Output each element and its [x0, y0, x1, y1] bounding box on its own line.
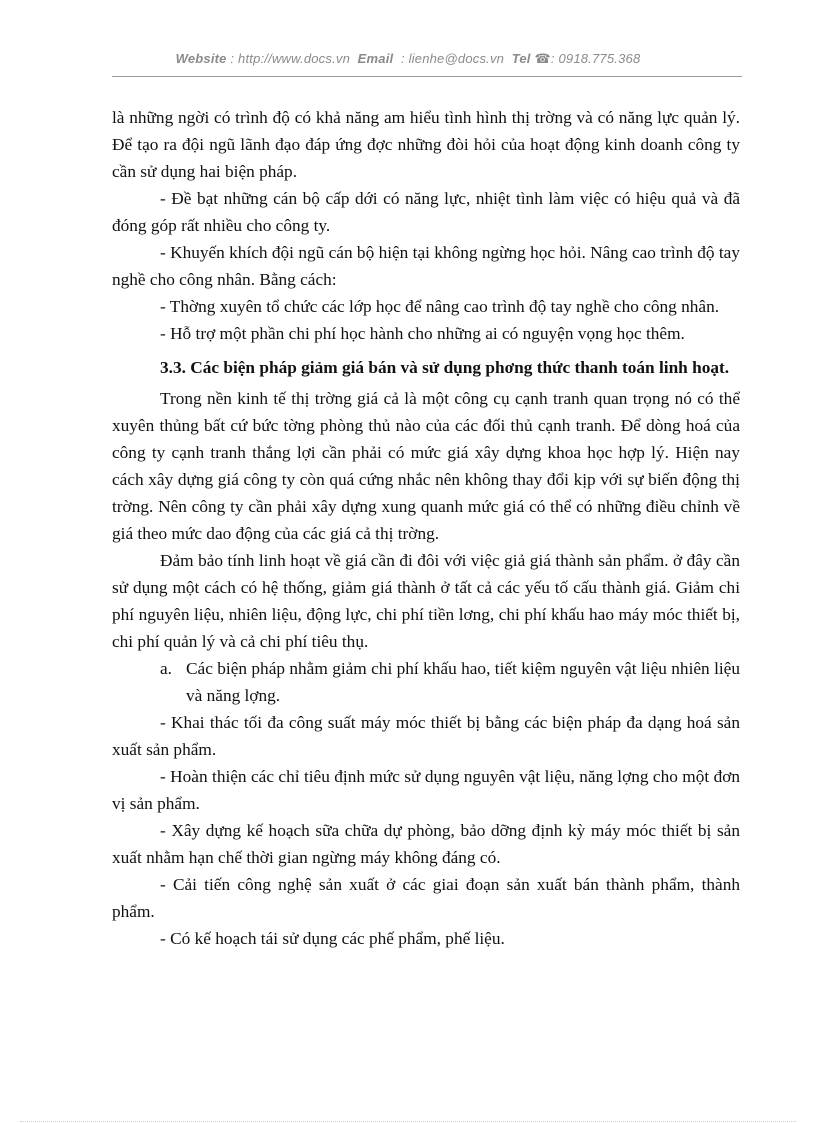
email-label: Email	[357, 51, 394, 66]
list-item-a	[112, 655, 740, 709]
paragraph-6: Trong nền kinh tế thị trờng giá cả là một công cụ cạnh tranh quan trọng nó có thể xuyên thủng bất cứ bức tờng phòng thủ nào của các đối thủ cạnh tranh. Để dòng hoá của công ty cạnh tranh thắng lợi cần phải có mức giá xây dựng khoa học hợp lý. Hiện nay cách xây dựng giá công ty còn quá cứng nhắc nên không thay đổi kịp với sự biến động thị trờng. Nên công ty cần phải xây dựng xung quanh mức giá có thể có những điều chỉnh về giá theo mức dao động của các giá cả thị trờng.	[112, 389, 740, 543]
email-value[interactable]: : lienhe@docs.vn	[400, 51, 505, 66]
tel-label: Tel	[511, 51, 531, 66]
phone-icon: ☎	[534, 51, 551, 66]
website-value[interactable]: : http://www.docs.vn	[230, 51, 351, 66]
paragraph-12: - Có kế hoạch tái sử dụng các phế phẩm, phế liệu.	[160, 929, 505, 948]
list-item-text: Các biện pháp nhằm giảm chi phí khấu hao, tiết kiệm nguyên vật liệu nhiên liệu và năng lợng.	[186, 659, 740, 705]
paragraph-5: - Hỗ trợ một phần chi phí học hành cho những ai có nguyện vọng học thêm.	[160, 324, 685, 343]
document-body	[112, 104, 740, 952]
website-label: Website	[175, 51, 227, 66]
page-header	[0, 51, 816, 67]
paragraph-1: là những ngời có trình độ có khả năng am hiểu tình hình thị trờng và có năng lực quản lý. Để tạo ra đội ngũ lãnh đạo đáp ứng đợc những đòi hỏi của hoạt động kinh doanh công ty cần sử dụng hai biện pháp.	[112, 108, 740, 181]
paragraph-3: - Khuyến khích đội ngũ cán bộ hiện tại không ngừng học hỏi. Nâng cao trình độ tay nghề cho công nhân. Bằng cách:	[112, 243, 740, 289]
header-divider	[112, 76, 742, 77]
paragraph-4: - Thờng xuyên tổ chức các lớp học để nâng cao trình độ tay nghề cho công nhân.	[160, 297, 720, 316]
paragraph-7: Đảm bảo tính linh hoạt về giá cần đi đôi với việc giả giá thành sản phẩm. ở đây cần sử dụng một cách có hệ thống, giảm giá thành ở tất cả các yếu tố cấu thành giá. Giảm chi phí nguyên liệu, nhiên liệu, động lực, chi phí tiền lơng, chi phí khấu hao máy móc thiết bị, chi phí quản lý và cả chi phí tiêu thụ.	[112, 551, 740, 651]
section-heading: 3.3. Các biện pháp giảm giá bán và sử dụng phơng thức thanh toán linh hoạt.	[160, 358, 730, 377]
paragraph-11: - Cải tiến công nghệ sản xuất ở các giai đoạn sản xuất bán thành phẩm, thành phẩm.	[112, 875, 740, 921]
paragraph-9: - Hoàn thiện các chỉ tiêu định mức sử dụng nguyên vật liệu, năng lợng cho một đơn vị sản phẩm.	[112, 767, 740, 813]
paragraph-10: - Xây dựng kế hoạch sữa chữa dự phòng, bảo dỡng định kỳ máy móc thiết bị sản xuất nhằm hạn chế thời gian ngừng máy không đáng có.	[112, 821, 740, 867]
paragraph-2: - Đề bạt những cán bộ cấp dới có năng lực, nhiệt tình làm việc có hiệu quả và đã đóng góp rất nhiều cho công ty.	[112, 189, 740, 235]
tel-value: : 0918.775.368	[550, 51, 641, 66]
footer-divider	[20, 1121, 796, 1122]
paragraph-8: - Khai thác tối đa công suất máy móc thiết bị bằng các biện pháp đa dạng hoá sản xuất sản phẩm.	[112, 713, 740, 759]
list-marker: a.	[160, 659, 172, 678]
